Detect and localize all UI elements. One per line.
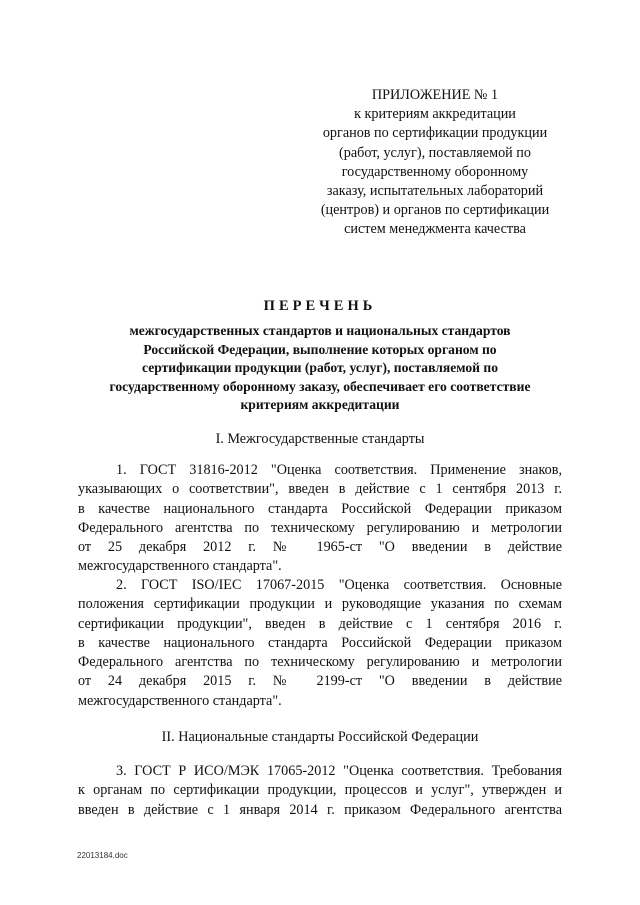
paragraph-line: указывающих о соответствии", введен в действие с 1 сентября 2013 г. <box>78 481 562 498</box>
paragraph-line: положения сертификации продукции и руководящие указания по схемам <box>78 596 562 613</box>
document-filename: 22013184.doc <box>77 851 128 860</box>
paragraph-line: в качестве национального стандарта Российской Федерации приказом <box>78 500 562 517</box>
paragraph-line: 3. ГОСТ Р ИСО/МЭК 17065-2012 "Оценка соответствия. Требования <box>116 763 562 779</box>
paragraph-line: сертификации продукции", введен в действие с 1 сентября 2016 г. <box>78 615 562 632</box>
subtitle-line: сертификации продукции (работ, услуг), поставляемой по <box>142 360 498 376</box>
appendix-line: (центров) и органов по сертификации <box>320 202 550 219</box>
paragraph-line: введен в действие с 1 января 2014 г. приказом Федерального агентства <box>78 801 562 818</box>
appendix-line: государственному оборонному <box>341 163 529 180</box>
document-subtitle <box>60 322 580 415</box>
list-item-gost-iso-iec-17067 <box>78 576 562 711</box>
paragraph-line: от 24 декабря 2015 г. № 2199-ст "О введении в действие <box>78 673 562 690</box>
paragraph-line: Федерального агентства по техническому регулированию и метрологии <box>78 654 562 670</box>
list-item-gost-r-iso-iec-17065 <box>78 762 562 820</box>
appendix-line: систем менеджмента качества <box>344 221 526 238</box>
list-item-gost-31816 <box>78 461 562 577</box>
appendix-line: органов по сертификации продукции <box>322 125 548 142</box>
section-heading-national: II. Национальные стандарты Российской Федерации <box>161 729 479 745</box>
paragraph-line: от 25 декабря 2012 г. № 1965-ст "О введении в действие <box>78 539 562 555</box>
paragraph-line: межгосударственного стандарта". <box>78 692 282 709</box>
paragraph-line: 1. ГОСТ 31816-2012 "Оценка соответствия. Применение знаков, <box>116 462 562 478</box>
appendix-title: ПРИЛОЖЕНИЕ № 1 <box>371 87 499 103</box>
document-title: ПЕРЕЧЕНЬ <box>263 298 377 314</box>
subtitle-line: критериям аккредитации <box>240 397 400 413</box>
paragraph-line: межгосударственного стандарта". <box>78 558 282 575</box>
subtitle-line: государственному оборонному заказу, обеспечивает его соответствие <box>109 378 531 394</box>
appendix-line: заказу, испытательных лабораторий <box>326 183 544 200</box>
paragraph-line: к органам по сертификации продукции, процессов и услуг", утвержден и <box>78 782 562 799</box>
paragraph-line: в качестве национального стандарта Российской Федерации приказом <box>78 634 562 651</box>
section-heading-interstate: I. Межгосударственные стандарты <box>215 431 425 447</box>
appendix-header <box>300 86 570 240</box>
paragraph-line: 2. ГОСТ ISO/IEC 17067-2015 "Оценка соответствия. Основные <box>116 577 562 593</box>
appendix-line: к критериям аккредитации <box>354 106 516 123</box>
subtitle-line: Российской Федерации, выполнение которых органом по <box>143 341 497 357</box>
paragraph-line: Федерального агентства по техническому регулированию и метрологии <box>78 519 562 536</box>
subtitle-line: межгосударственных стандартов и национальных стандартов <box>129 323 511 338</box>
appendix-line: (работ, услуг), поставляемой по <box>339 144 531 161</box>
